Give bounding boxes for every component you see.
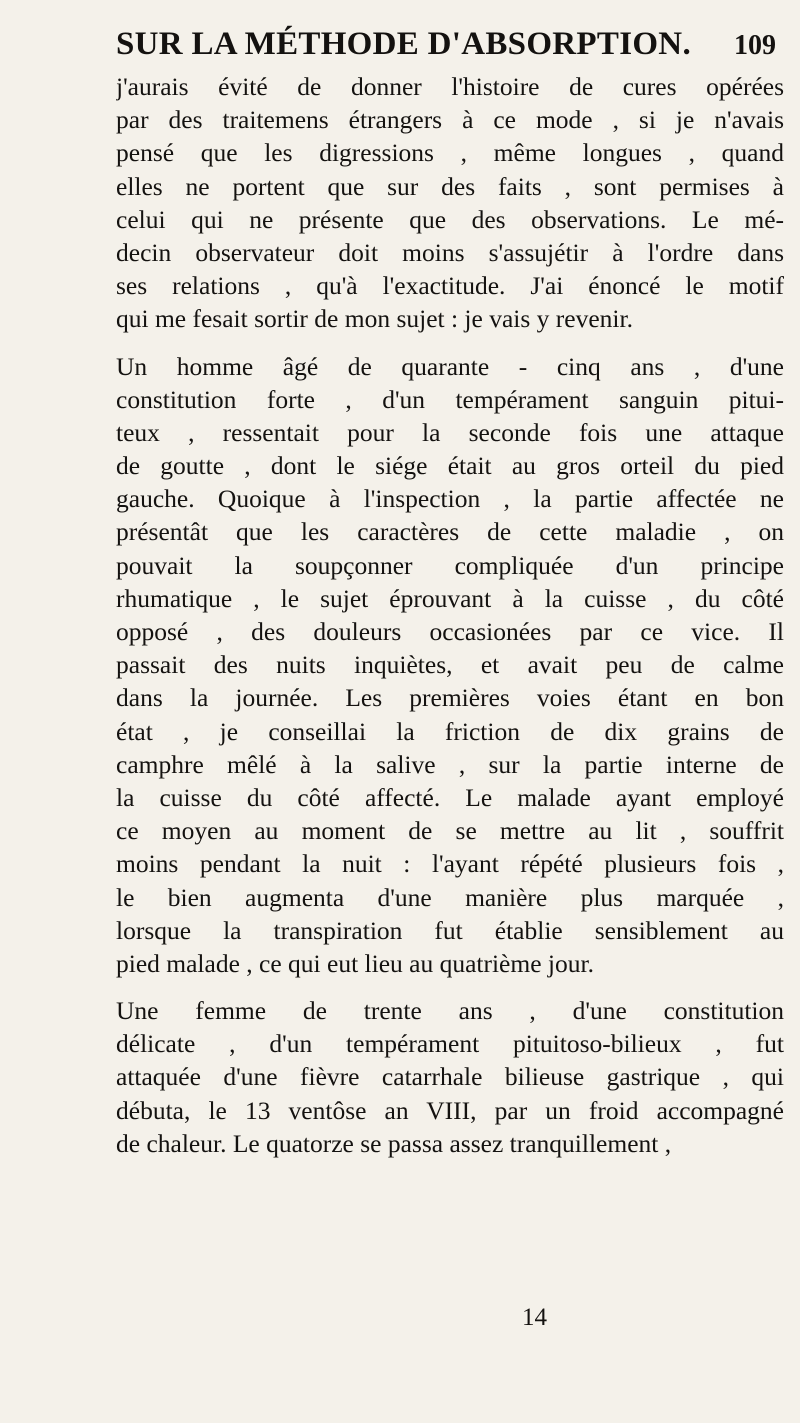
- text-line: lorsque la transpiration fut établie sensiblement au: [116, 915, 784, 945]
- text-line: de goutte , dont le siége était au gros orteil du pied: [116, 451, 784, 481]
- text-line: dans la journée. Les premières voies étant en bon: [116, 683, 784, 713]
- paragraph: [116, 994, 784, 1160]
- paragraph-gap: [116, 980, 784, 994]
- text-line: decin observateur doit moins s'assujétir à l'ordre dans: [116, 237, 784, 267]
- text-line: pouvait la soupçonner compliquée d'un principe: [116, 550, 784, 580]
- text-line: ce moyen au moment de se mettre au lit , souffrit: [116, 816, 784, 846]
- text-line: par des traitemens étrangers à ce mode , si je n'avais: [116, 105, 784, 135]
- text-line: celui qui ne présente que des observations. Le mé-: [116, 204, 784, 234]
- text-line: opposé , des douleurs occasionées par ce vice. Il: [116, 617, 784, 646]
- text-line: Un homme âgé de quarante - cinq ans , d'une: [116, 351, 784, 381]
- text-line: constitution forte , d'un tempérament sanguin pitui-: [116, 384, 784, 414]
- text-line: la cuisse du côté affecté. Le malade ayant employé: [116, 782, 784, 812]
- text-line: gauche. Quoique à l'inspection , la partie affectée ne: [116, 484, 784, 514]
- text-line: de chaleur. Le quatorze se passa assez tranquillement ,: [116, 1128, 672, 1158]
- body-text: [116, 70, 784, 1160]
- page-number: 109: [734, 30, 776, 61]
- text-line: moins pendant la nuit : l'ayant répété plusieurs fois ,: [116, 849, 784, 879]
- running-head: [116, 26, 776, 66]
- text-line: attaquée d'une fièvre catarrhale bilieuse gastrique , qui: [116, 1062, 784, 1092]
- text-line: pied malade , ce qui eut lieu au quatrième jour.: [116, 948, 594, 978]
- catchword: 14: [522, 1304, 547, 1331]
- text-line: j'aurais évité de donner l'histoire de cures opérées: [116, 72, 784, 101]
- text-line: ses relations , qu'à l'exactitude. J'ai énoncé le motif: [116, 271, 784, 301]
- text-line: présentât que les caractères de cette maladie , on: [116, 517, 784, 547]
- paragraph: [116, 350, 784, 981]
- text-line: débuta, le 13 ventôse an VIII, par un froid accompagné: [116, 1095, 784, 1125]
- text-line: camphre mêlé à la salive , sur la partie interne de: [116, 749, 784, 779]
- paragraph-gap: [116, 336, 784, 350]
- paragraph: [116, 70, 784, 336]
- text-line: qui me fesait sortir de mon sujet : je vais y revenir.: [116, 304, 633, 334]
- text-line: le bien augmenta d'une manière plus marquée ,: [116, 882, 784, 912]
- text-line: délicate , d'un tempérament pituitoso-bilieux , fut: [116, 1029, 784, 1059]
- text-line: état , je conseillai la friction de dix grains de: [116, 716, 784, 746]
- text-line: Une femme de trente ans , d'une constitution: [116, 996, 784, 1026]
- text-line: passait des nuits inquiètes, et avait peu de calme: [116, 650, 784, 680]
- running-title: SUR LA MÉTHODE D'ABSORPTION.: [116, 26, 691, 62]
- text-line: teux , ressentait pour la seconde fois une attaque: [116, 417, 784, 447]
- text-line: pensé que les digressions , même longues , quand: [116, 138, 784, 168]
- text-line: rhumatique , le sujet éprouvant à la cuisse , du côté: [116, 583, 784, 613]
- text-line: elles ne portent que sur des faits , sont permises à: [116, 171, 784, 201]
